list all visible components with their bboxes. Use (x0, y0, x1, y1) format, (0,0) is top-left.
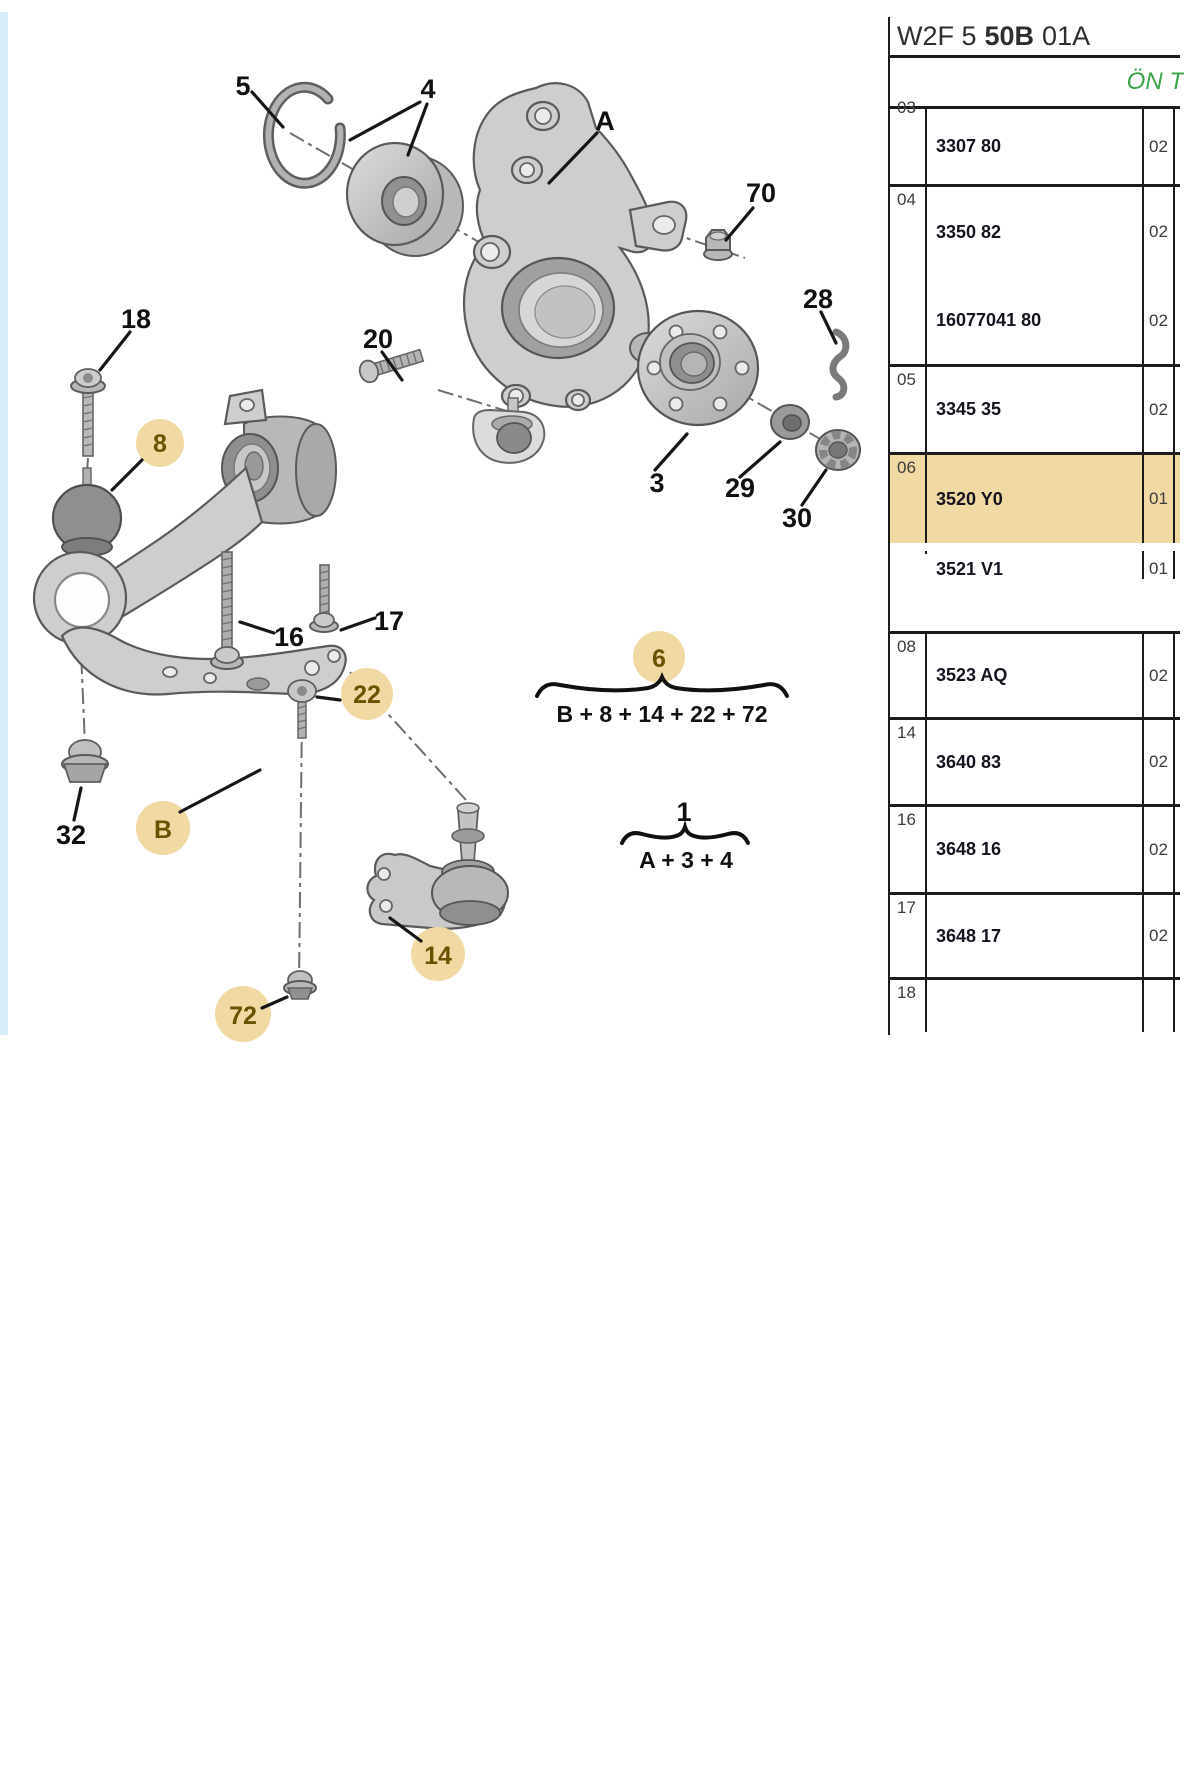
table-row[interactable] (890, 367, 1180, 455)
callout-3: 3 (649, 468, 665, 498)
hub-nut-part (704, 230, 732, 260)
kit-formula-6 (537, 645, 787, 727)
callout-17: 17 (373, 606, 405, 636)
callout-30: 30 (781, 503, 813, 533)
formula-1-result: 1 (676, 797, 692, 827)
screw-22-part (288, 680, 316, 738)
parts-table (888, 17, 1184, 1035)
code-suffix: 01A (1042, 20, 1091, 51)
formula-1-expression: A + 3 + 4 (639, 847, 733, 873)
ref-cell: 05 (890, 367, 927, 452)
ref-cell (890, 277, 927, 364)
formula-6-result: 6 (652, 645, 666, 673)
ref-cell: 06 (890, 455, 927, 543)
table-row[interactable] (890, 187, 1180, 367)
callout-5: 5 (235, 71, 251, 101)
callout-4: 4 (420, 74, 436, 104)
ref-cell: 03 (890, 109, 927, 184)
qty-cell: 02 (1142, 720, 1175, 804)
part-number: 3640 83 (936, 751, 1002, 772)
ref-cell: 14 (890, 720, 927, 804)
code-prefix: W2F 5 (897, 20, 977, 51)
part-number: 3307 80 (936, 136, 1002, 156)
ref-cell (890, 551, 927, 554)
formula-6-expression: B + 8 + 14 + 22 + 72 (556, 701, 768, 727)
bolt-16-part (211, 552, 243, 669)
table-row[interactable] (890, 720, 1180, 807)
table-row[interactable] (890, 895, 1180, 980)
part-number: 16077041 80 (936, 310, 1042, 330)
part-number: 3345 35 (936, 399, 1002, 419)
ref-cell: 08 (890, 634, 927, 717)
seal-ring-part (771, 405, 809, 439)
qty-cell: 02 (1142, 277, 1175, 364)
callout-16: 16 (273, 622, 305, 652)
callout-A: A (595, 106, 615, 136)
nut-32-part (62, 740, 108, 782)
table-row[interactable] (890, 980, 1180, 1032)
catalog-code-header (890, 17, 1180, 58)
bushing-part (53, 468, 121, 556)
callout-20: 20 (362, 324, 394, 354)
qty-cell: 01 (1142, 455, 1175, 543)
part-number: 3521 V1 (936, 559, 1004, 579)
part-number: 3648 17 (936, 925, 1002, 946)
qty-cell: 02 (1142, 634, 1175, 717)
ref-cell: 16 (890, 807, 927, 892)
callout-29: 29 (724, 473, 756, 503)
table-row[interactable] (890, 807, 1180, 895)
callout-22[interactable]: 22 (353, 681, 381, 709)
qty-cell: 02 (1142, 109, 1175, 184)
table-row[interactable] (890, 98, 1180, 187)
ref-cell: 04 (890, 187, 927, 277)
qty-cell: 02 (1142, 367, 1175, 452)
callout-B[interactable]: B (153, 816, 173, 844)
table-subtitle: ÖN T (1126, 68, 1184, 95)
ref-cell: 18 (890, 980, 927, 1032)
callout-28: 28 (802, 284, 834, 314)
nut-72-part (284, 971, 316, 999)
lock-nut-part (816, 430, 860, 470)
table-subtitle-row (890, 58, 1184, 109)
table-row[interactable] (890, 634, 1180, 720)
part-number (927, 980, 1142, 1032)
callout-14[interactable]: 14 (424, 942, 452, 970)
qty-cell: 02 (1142, 895, 1175, 977)
part-number: 3520 Y0 (936, 488, 1003, 509)
exploded-suspension-diagram (0, 0, 890, 1035)
callout-8[interactable]: 8 (153, 430, 167, 458)
qty-cell: 02 (1142, 807, 1175, 892)
qty-cell: 02 (1142, 187, 1175, 277)
bolt-18-part (71, 369, 105, 456)
callout-70: 70 (745, 178, 777, 208)
part-number: 3523 AQ (936, 665, 1008, 685)
ball-joint-part (367, 803, 508, 929)
bolt-17-part (310, 565, 338, 632)
part-number: 3648 16 (936, 839, 1002, 859)
table-row-selected[interactable] (890, 455, 1180, 634)
ref-cell: 17 (890, 895, 927, 977)
qty-cell: 01 (1142, 551, 1175, 579)
callout-18: 18 (120, 304, 152, 334)
code-bold: 50B (984, 20, 1035, 51)
snap-ring-part (268, 87, 340, 183)
kit-formula-1 (622, 797, 748, 873)
callout-32: 32 (55, 820, 87, 850)
part-number: 3350 82 (936, 221, 1002, 242)
qty-cell (1142, 980, 1175, 1032)
wheel-bearing-part (347, 143, 463, 256)
callout-72[interactable]: 72 (229, 1002, 257, 1030)
